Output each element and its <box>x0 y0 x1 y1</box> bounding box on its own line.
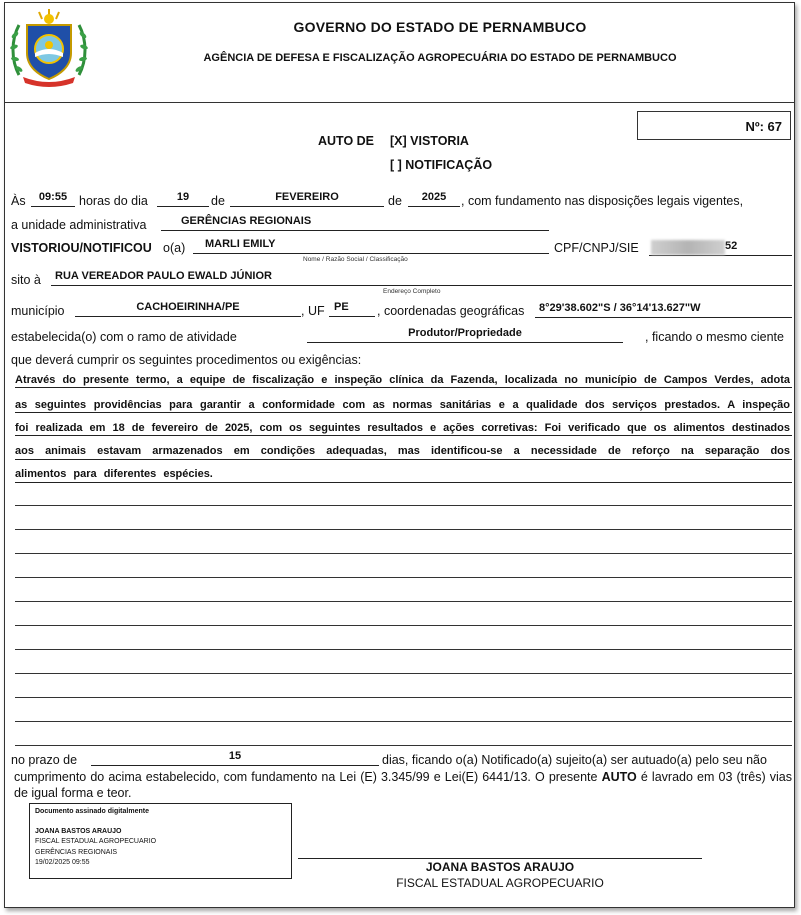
exigencias-text: que deverá cumprir os seguintes procedimentos ou exigências: <box>11 353 362 367</box>
cpf-redaction <box>651 240 725 255</box>
de-label-1: de <box>211 194 225 208</box>
mes-value: FEVEREIRO <box>230 191 384 207</box>
nome-value: MARLI EMILY <box>193 238 549 254</box>
unidade-value: GERÊNCIAS REGIONAIS <box>161 215 549 231</box>
final-text-auto: AUTO <box>601 770 637 784</box>
body-underline-1 <box>15 387 792 388</box>
document-sheet <box>4 2 795 908</box>
body-line-2: as seguintes providências para garantir a conformidade com as normas sanitárias e a qualidade dos serviços prestados. A inspeção <box>15 399 790 411</box>
empty-line <box>15 601 792 602</box>
final-text-part2: é lavrado em 03 (três) vias de igual forma e teor. <box>14 770 792 800</box>
atividade-value: Produtor/Propriedade <box>307 327 623 343</box>
empty-line <box>15 745 792 746</box>
body-line-4: aos animais estavam armazenados em condições adequadas, mas identificou-se a necessidade de reforço na separação dos <box>15 445 790 457</box>
uf-value: PE <box>329 301 375 317</box>
horas-do-dia-label: horas do dia <box>79 194 148 208</box>
signature-stamp-name: JOANA BASTOS ARAUJO <box>35 827 122 835</box>
oa-label: o(a) <box>163 241 186 255</box>
signer-name: JOANA BASTOS ARAUJO <box>425 860 575 874</box>
unidade-label: a unidade administrativa <box>11 218 147 232</box>
sito-label: sito à <box>11 273 41 287</box>
body-underline-3 <box>15 435 792 436</box>
signature-line <box>298 858 702 859</box>
prazo-value: 15 <box>91 750 379 766</box>
atividade-label: estabelecida(o) com o ramo de atividade <box>11 330 237 344</box>
empty-line <box>15 553 792 554</box>
body-line-5: alimentos para diferentes espécies. <box>15 468 213 480</box>
hora-value: 09:55 <box>31 191 75 207</box>
coordenadas-value: 8°29'38.602"S / 36°14'13.627"W <box>535 302 792 318</box>
vistoriou-label: VISTORIOU/NOTIFICOU <box>11 241 152 255</box>
empty-line <box>15 649 792 650</box>
signature-stamp-datetime: 19/02/2025 09:55 <box>35 859 90 866</box>
body-underline-2 <box>15 412 792 413</box>
signer-role: FISCAL ESTADUAL AGROPECUARIO <box>396 876 604 890</box>
dia-value: 19 <box>157 191 209 207</box>
endereco-caption: Endereço Completo <box>383 288 441 295</box>
digital-signature-stamp <box>29 803 292 879</box>
empty-line <box>15 721 792 722</box>
signature-stamp-unit: GERÊNCIAS REGIONAIS <box>35 848 118 856</box>
municipio-label: município <box>11 304 65 318</box>
body-underline-4 <box>15 459 792 460</box>
final-text-part1: cumprimento do acima estabelecido, com fundamento na Lei (E) 3.345/99 e Lei(E) 6441/13. O presente <box>14 770 602 784</box>
auto-label: AUTO DE <box>318 134 375 148</box>
signature-stamp-role: FISCAL ESTADUAL AGROPECUARIO <box>35 838 157 845</box>
body-line-3: foi realizada em 18 de fevereiro de 2025, com os seguintes resultados e ações corretivas: Foi verificado que os alimentos destinados <box>15 422 790 434</box>
body-underline-5 <box>15 482 792 483</box>
empty-line <box>15 697 792 698</box>
signature-stamp-title: Documento assinado digitalmente <box>35 808 149 815</box>
cpf-value: 52 <box>649 240 792 256</box>
agency-title: AGÊNCIA DE DEFESA E FISCALIZAÇÃO AGROPECUÁRIA DO ESTADO DE PERNAMBUCO <box>203 52 677 64</box>
government-title: GOVERNO DO ESTADO DE PERNAMBUCO <box>293 19 587 35</box>
ciente-text: , ficando o mesmo ciente <box>645 330 784 344</box>
empty-line <box>15 529 792 530</box>
final-paragraph <box>14 769 792 801</box>
empty-line <box>15 505 792 506</box>
coat-of-arms-icon <box>9 5 89 87</box>
body-line-1: Através do presente termo, a equipe de fiscalização e inspeção clínica da Fazenda, localizada no município de Campos Verdes, adota <box>15 374 790 386</box>
fundamento-text: , com fundamento nas disposições legais vigentes, <box>461 194 744 208</box>
municipio-value: CACHOEIRINHA/PE <box>75 301 301 317</box>
endereco-value: RUA VEREADOR PAULO EWALD JÚNIOR <box>51 270 792 286</box>
as-label: Às <box>11 194 26 208</box>
nome-caption: Nome / Razão Social / Classificação <box>303 256 408 263</box>
document-number: Nº: 67 <box>637 111 791 140</box>
document-header <box>5 3 794 103</box>
empty-line <box>15 625 792 626</box>
coordenadas-label: , coordenadas geográficas <box>377 304 525 318</box>
notificacao-option: [ ] NOTIFICAÇÃO <box>390 158 493 172</box>
empty-line <box>15 673 792 674</box>
uf-label: , UF <box>301 304 325 318</box>
de-label-2: de <box>388 194 402 208</box>
vistoria-option: [X] VISTORIA <box>390 134 469 148</box>
prazo-label: no prazo de <box>11 753 78 767</box>
prazo-text: dias, ficando o(a) Notificado(a) sujeito(a) ser autuado(a) pelo seu não <box>382 753 767 767</box>
cpf-label: CPF/CNPJ/SIE <box>554 241 639 255</box>
empty-line <box>15 577 792 578</box>
ano-value: 2025 <box>408 191 460 207</box>
